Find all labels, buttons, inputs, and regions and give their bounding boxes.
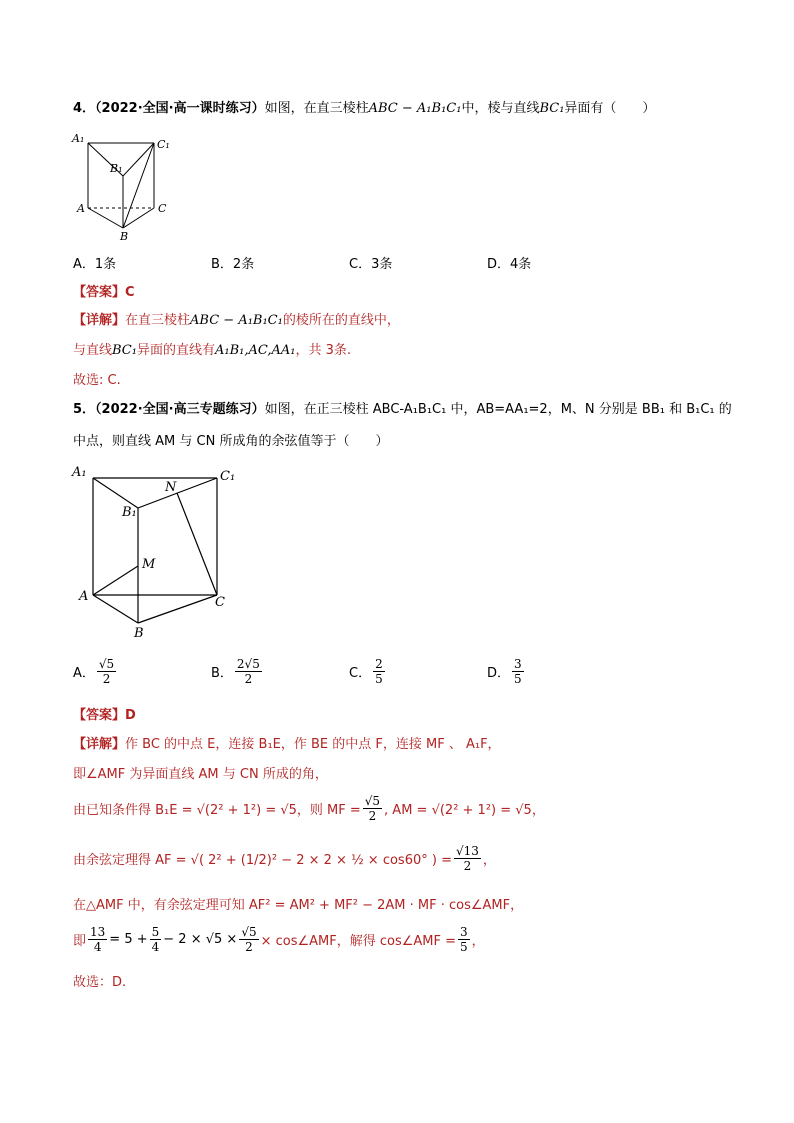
q5-detail-line6: 即 $\frac{13}{4}$ = 5 + $\frac{5}{4}$ − 2 × √5 × $\frac{√5}{2}$ × cos∠AMF，解得 cos∠AMF = $\frac{3}{5}$ ， (73, 925, 485, 954)
q4-number: 4． (73, 101, 96, 116)
q5-detail-line1: 【详解】作 BC 的中点 E，连接 B₁E，作 BE 的中点 F，连接 MF 、 A₁F， (73, 737, 501, 752)
q5-detail-line5: 在△AMF 中，有余弦定理可知 AF² = AM² + MF² − 2AM · MF · cos∠AMF， (73, 898, 524, 913)
q5-label-A: A (79, 589, 89, 604)
q4-stem-a: 如图，在直三棱柱 (264, 101, 369, 116)
q4-label-A1: A₁ (72, 132, 85, 145)
q4-stem-c: 异面有（ ） (564, 101, 656, 116)
q5-choose: 故选：D. (73, 975, 127, 990)
q4-option-d: D．4条 (487, 257, 532, 272)
q5-label-B: B (134, 626, 144, 641)
q4-label-C1: C₁ (157, 138, 170, 151)
q4-label-C: C (158, 202, 167, 215)
q4-label-B: B (120, 230, 129, 243)
q5-option-d: D． $\frac{3}{5}$ (487, 657, 522, 686)
q5-number: 5． (73, 402, 96, 417)
q5-label-A1: A₁ (72, 465, 87, 480)
q4-figure-prism (70, 128, 185, 243)
q5-detail-line2: 即∠AMF 为异面直线 AM 与 CN 所成的角， (73, 767, 328, 782)
q5-label-C: C (215, 595, 225, 610)
q4-answer-value: C (125, 285, 135, 300)
q5-answer (73, 704, 136, 723)
q5-detail-line3: 由已知条件得 B₁E = √(2² + 1²) = √5，则 MF = $\frac{√5}{2}$ , AM = √(2² + 1²) = √5， (73, 794, 545, 823)
q4-option-b: B．2条 (211, 257, 255, 272)
q4-detail-line2: 与直线BC₁异面的直线有A₁B₁,AC,AA₁，共 3条. (73, 343, 352, 358)
q4-answer (73, 281, 135, 300)
q4-answer-tag: 【答案】 (73, 285, 126, 300)
q5-label-N: N (165, 480, 177, 495)
q4-option-c: C．3条 (349, 257, 393, 272)
q5-answer-value: D (125, 708, 136, 723)
q4-detail-line1: 【详解】在直三棱柱ABC − A₁B₁C₁的棱所在的直线中， (73, 313, 400, 328)
q5-label-C1: C₁ (220, 469, 236, 484)
q5-detail-line4: 由余弦定理得 AF = √( 2² + (1/2)² − 2 × 2 × ½ × cos60° ) = $\frac{√13}{2}$ ， (73, 844, 496, 873)
q4-label-B1: B₁ (110, 162, 123, 175)
q5-label-B1: B₁ (122, 505, 137, 520)
q5-option-b: B． $\frac{2√5}{2}$ (211, 657, 260, 686)
q5-stem-line1: 5．（2022·全国·高三专题练习）如图，在正三棱柱 ABC-A₁B₁C₁ 中，AB=AA₁=2，M、N 分别是 BB₁ 和 B₁C₁ 的 (73, 402, 732, 417)
q5-stem-line2: 中点，则直线 AM 与 CN 所成角的余弦值等于（ ） (73, 434, 389, 449)
q5-source: （2022·全国·高三专题练习） (95, 402, 265, 417)
q4-stem-line: BC₁ (539, 101, 565, 116)
q5-figure-prism (70, 460, 245, 645)
q4-stem-b: 中，棱与直线 (461, 101, 540, 116)
q4-choose: 故选: C. (73, 373, 121, 388)
q4-stem (73, 97, 655, 116)
q4-stem-prism: ABC − A₁B₁C₁ (368, 101, 462, 116)
q4-source: （2022·全国·高一课时练习） (95, 101, 265, 116)
q5-option-c: C． $\frac{2}{5}$ (349, 657, 383, 686)
q5-option-a: A． $\frac{√5}{2}$ (73, 657, 115, 686)
q4-label-A: A (77, 202, 85, 215)
q5-label-M: M (142, 557, 156, 572)
q4-option-a: A．1条 (73, 257, 117, 272)
q5-answer-tag: 【答案】 (73, 708, 126, 723)
